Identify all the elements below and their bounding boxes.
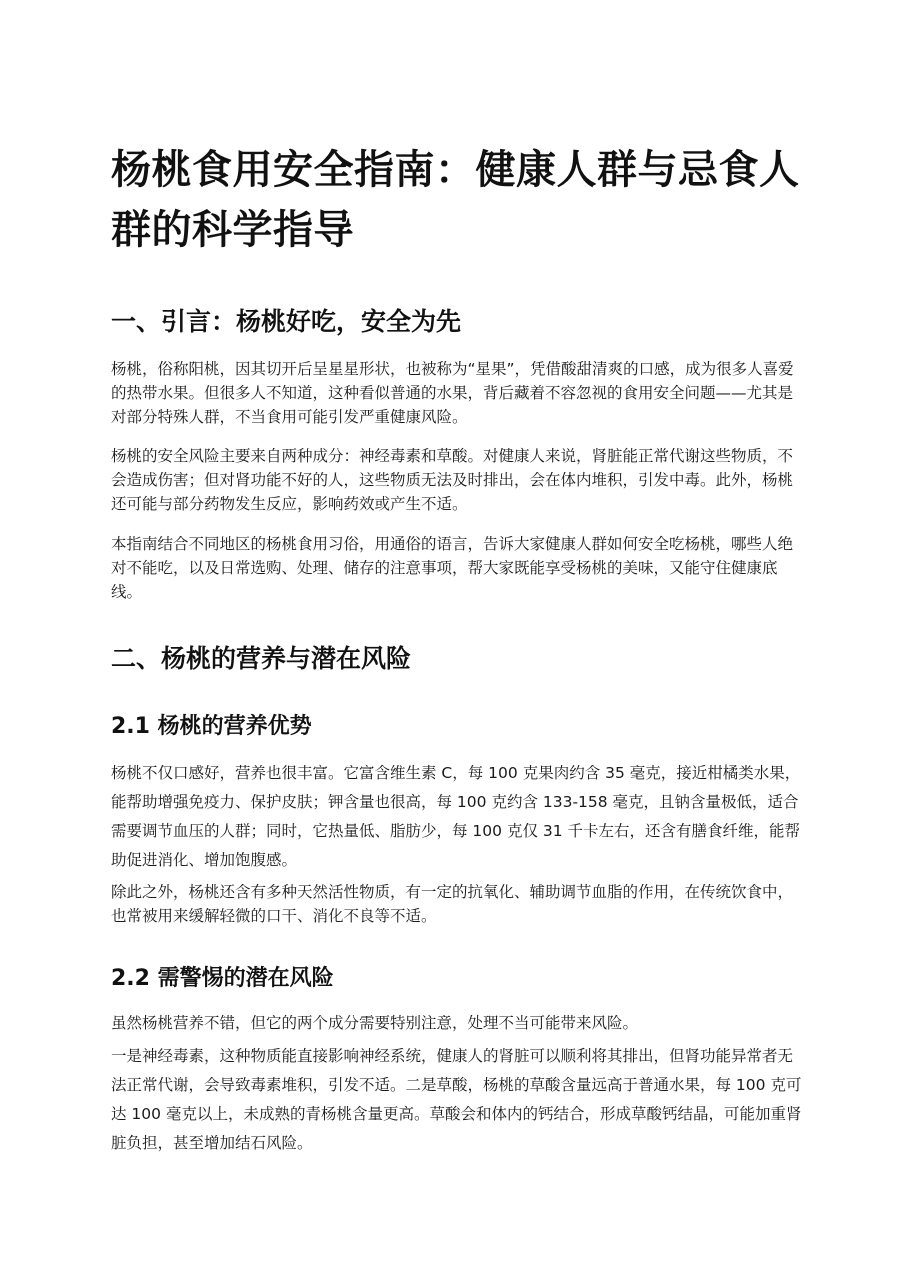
intro-paragraph-2: 杨桃的安全风险主要来自两种成分：神经毒素和草酸。对健康人来说，肾脏能正常代谢这些物质，不会造成伤害；但对肾功能不好的人，这些物质无法及时排出，会在体内堆积，引发中毒。此外，杨桃还可能与部分药物发生反应，影响药效或产生不适。 (111, 447, 794, 513)
risk-paragraph-2: 一是神经毒素，这种物质能直接影响神经系统，健康人的肾脏可以顺利将其排出，但肾功能异常者无法正常代谢，会导致毒素堆积，引发不适。二是草酸，杨桃的草酸含量远高于普通水果，每 100 克可达 100 毫克以上，未成熟的青杨桃含量更高。草酸会和体内的钙结合，形成草酸钙结晶，可能加重肾脏负担，甚至增加结石风险。 (111, 1047, 802, 1152)
section-heading-intro: 一、引言：杨桃好吃，安全为先 (111, 307, 462, 336)
section-heading-nutrition-risk: 二、杨桃的营养与潜在风险 (111, 644, 412, 673)
nutrition-paragraph-1: 杨桃不仅口感好，营养也很丰富。它富含维生素 C，每 100 克果肉约含 35 毫克，接近柑橘类水果，能帮助增强免疫力、保护皮肤；钾含量也很高，每 100 克约含 133-158 毫克，且钠含量极低，适合需要调节血压的人群；同时，它热量低、脂肪少，每 100 克仅 31 千卡左右，还含有膳食纤维，能帮助促进消化、增加饱腹感。 (111, 764, 801, 869)
subsection-heading-risk: 2.2 需警惕的潜在风险 (111, 966, 334, 991)
intro-paragraph-1: 杨桃，俗称阳桃，因其切开后呈星星形状，也被称为“星果”，凭借酸甜清爽的口感，成为很多人喜爱的热带水果。但很多人不知道，这种看似普通的水果，背后藏着不容忽视的食用安全问题——尤其是对部分特殊人群，不当食用可能引发严重健康风险。 (111, 360, 794, 426)
risk-paragraph-1: 虽然杨桃营养不错，但它的两个成分需要特别注意，处理不当可能带来风险。 (111, 1014, 639, 1032)
document-title: 杨桃食用安全指南：健康人群与忌食人群的科学指导 (111, 147, 800, 253)
intro-paragraph-3: 本指南结合不同地区的杨桃食用习俗，用通俗的语言，告诉大家健康人群如何安全吃杨桃，哪些人绝对不能吃，以及日常选购、处理、储存的注意事项，帮大家既能享受杨桃的美味，又能守住健康底线。 (111, 535, 794, 601)
subsection-heading-nutrition: 2.1 杨桃的营养优势 (111, 714, 312, 739)
nutrition-paragraph-2: 除此之外，杨桃还含有多种天然活性物质，有一定的抗氧化、辅助调节血脂的作用，在传统饮食中，也常被用来缓解轻微的口干、消化不良等不适。 (111, 883, 794, 925)
